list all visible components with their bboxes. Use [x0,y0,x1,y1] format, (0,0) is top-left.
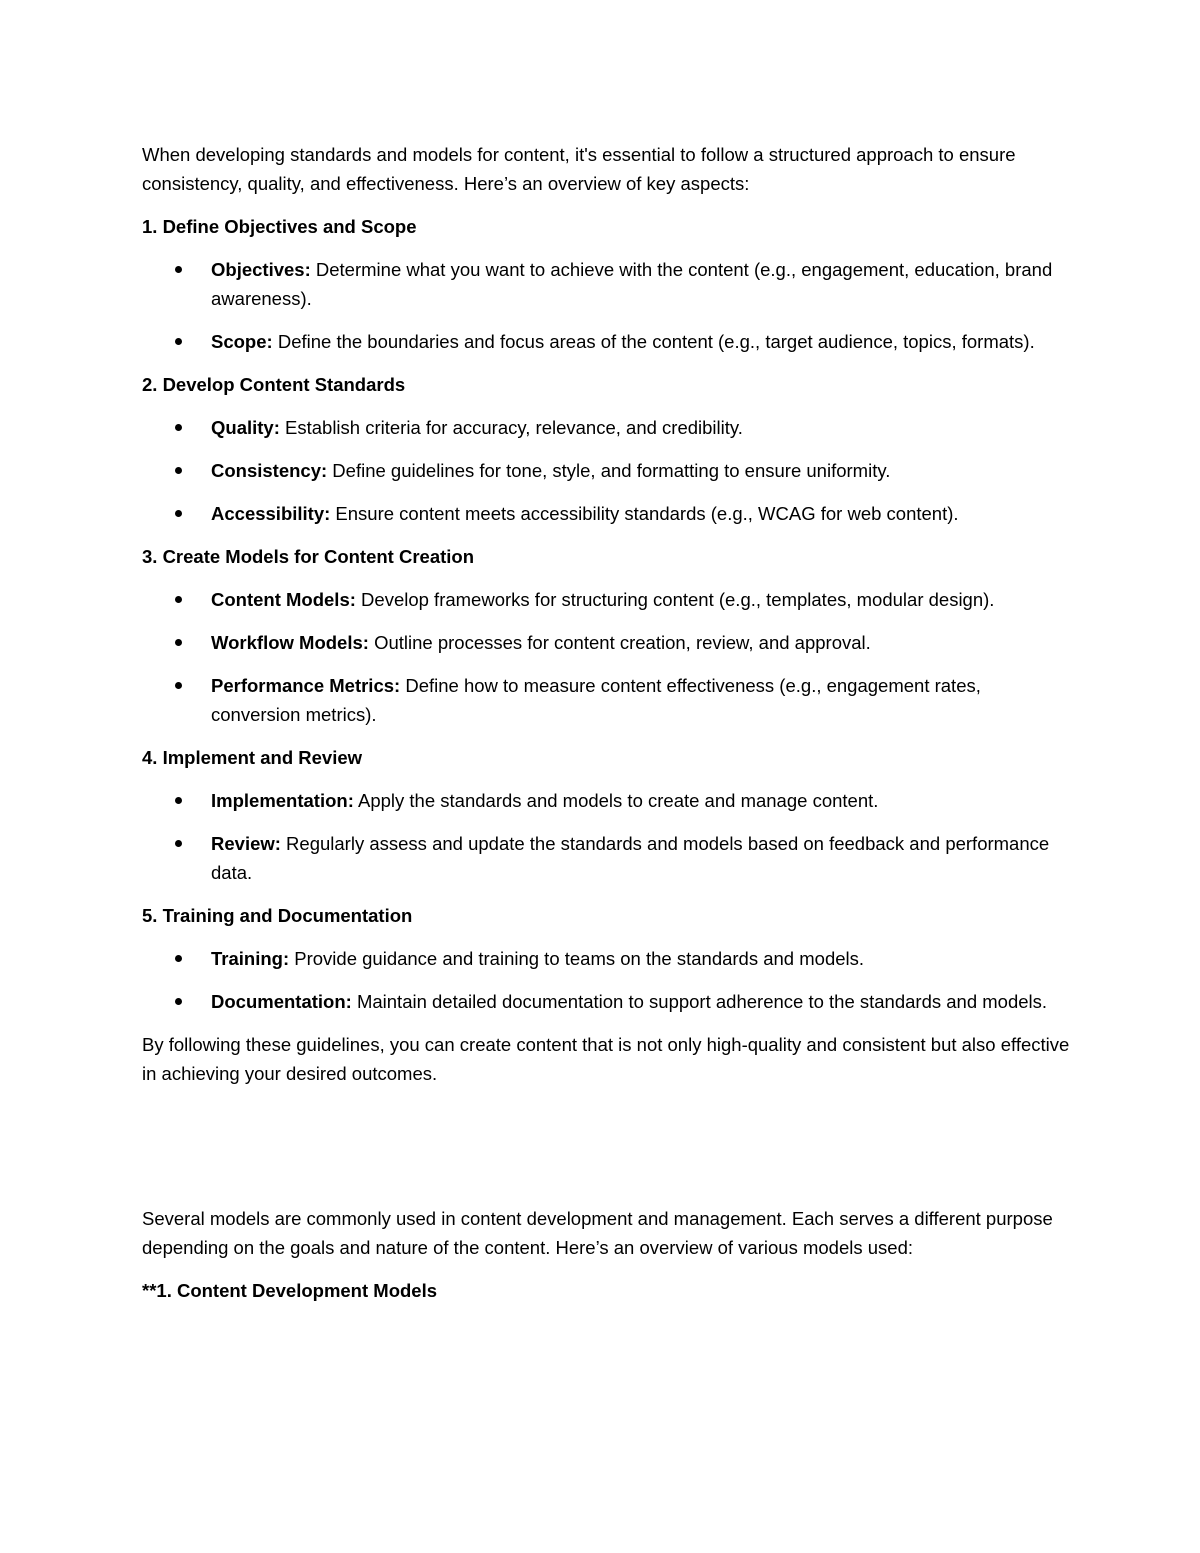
list-item [142,829,1072,887]
item-text: Establish criteria for accuracy, relevance, and credibility. [279,417,743,438]
item-term: Documentation: [211,991,352,1012]
item-term: Objectives: [211,259,311,280]
item-term: Workflow Models: [211,632,369,653]
section-list-objectives-scope [142,255,1072,356]
bullet-icon [175,955,182,962]
item-text: Determine what you want to achieve with the content (e.g., engagement, education, brand awareness). [211,259,1053,309]
list-item [142,585,1072,614]
item-text: Regularly assess and update the standards and models based on feedback and performance data. [211,833,1050,883]
bullet-icon [175,510,182,517]
bullet-icon [175,998,182,1005]
item-text: Define guidelines for tone, style, and formatting to ensure uniformity. [327,460,891,481]
item-term: Review: [211,833,281,854]
item-text: Maintain detailed documentation to support adherence to the standards and models. [351,991,1048,1012]
item-text: Provide guidance and training to teams on the standards and models. [289,948,865,969]
item-term: Accessibility: [211,503,331,524]
list-item [142,255,1072,313]
section-list-implement-review [142,786,1072,887]
list-item [142,327,1072,356]
section-list-content-creation-models [142,585,1072,729]
conclusion-paragraph: By following these guidelines, you can create content that is not only high-quality and consistent but also effective in achieving your desired outcomes. [142,1034,1070,1084]
item-text: Apply the standards and models to create and manage content. [353,790,879,811]
section-list-content-standards [142,413,1072,528]
blank-space [142,1102,1072,1204]
section-heading-objectives-scope: 1. Define Objectives and Scope [142,216,417,237]
bullet-icon [175,797,182,804]
section-heading-content-development-models: **1. Content Development Models [142,1280,438,1301]
list-item [142,628,1072,657]
item-term: Consistency: [211,460,328,481]
bullet-icon [175,338,182,345]
list-item [142,944,1072,973]
item-term: Content Models: [211,589,356,610]
item-term: Quality: [211,417,280,438]
item-text: Develop frameworks for structuring content (e.g., templates, modular design). [355,589,995,610]
list-item [142,413,1072,442]
item-term: Implementation: [211,790,354,811]
item-term: Performance Metrics: [211,675,401,696]
item-term: Scope: [211,331,273,352]
item-text: Define the boundaries and focus areas of the content (e.g., target audience, topics, formats). [272,331,1035,352]
second-intro-paragraph: Several models are commonly used in content development and management. Each serves a different purpose depending on the goals and nature of the content. Here’s an overview of various models used: [142,1208,1053,1258]
intro-paragraph: When developing standards and models for content, it's essential to follow a structured approach to ensure consistency, quality, and effectiveness. Here’s an overview of key aspects: [142,144,1016,194]
bullet-icon [175,840,182,847]
list-item [142,671,1072,729]
bullet-icon [175,266,182,273]
section-heading-content-standards: 2. Develop Content Standards [142,374,406,395]
section-list-training-documentation [142,944,1072,1016]
list-item [142,456,1072,485]
section-heading-training-documentation: 5. Training and Documentation [142,905,413,926]
item-text: Outline processes for content creation, review, and approval. [368,632,871,653]
bullet-icon [175,682,182,689]
section-heading-implement-review: 4. Implement and Review [142,747,363,768]
item-term: Training: [211,948,290,969]
item-text: Define how to measure content effectiveness (e.g., engagement rates, conversion metrics). [211,675,981,725]
bullet-icon [175,424,182,431]
list-item [142,987,1072,1016]
document-body [142,140,1072,1319]
item-text: Ensure content meets accessibility standards (e.g., WCAG for web content). [330,503,959,524]
bullet-icon [175,639,182,646]
list-item [142,499,1072,528]
bullet-icon [175,596,182,603]
bullet-icon [175,467,182,474]
section-heading-content-creation-models: 3. Create Models for Content Creation [142,546,475,567]
list-item [142,786,1072,815]
